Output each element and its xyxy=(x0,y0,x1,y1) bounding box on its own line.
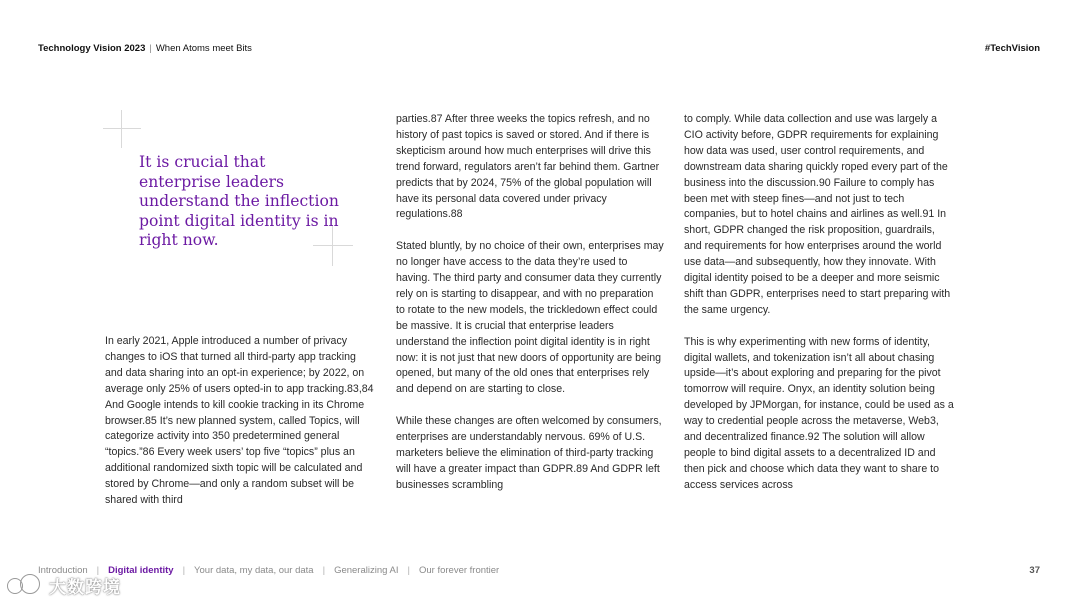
footer-separator: | xyxy=(322,565,326,576)
watermark xyxy=(6,572,121,598)
footer-separator: | xyxy=(407,565,410,576)
pull-quote: It is crucial that enterprise leaders understand the inflection point digital identity is in right now. xyxy=(139,153,339,250)
header-separator: | xyxy=(149,43,152,54)
footer-separator: | xyxy=(96,565,100,576)
body-column-2 xyxy=(396,112,664,510)
footer-link-forever-frontier[interactable]: Our forever frontier xyxy=(418,565,500,576)
watermark-text: 大数跨境 xyxy=(49,577,121,597)
paragraph: This is why experimenting with new forms of identity, digital wallets, and tokenization isn’t all about chasing upside—it’s about exploring and preparing for the pivot tomorrow will require. Onyx, an identity solution being developed by JPMorgan, for instance, could be used as a way to credential people across the metaverse, Web3, and decentralized finance.92 The solution will allow people to bind digital assets to a decentralized ID and then pick and choose which data they want to share to access services across xyxy=(684,335,954,491)
body-column-1 xyxy=(105,334,375,525)
report-title: Technology Vision 2023 xyxy=(38,43,146,54)
page-number: 37 xyxy=(1029,565,1040,576)
report-header xyxy=(38,43,252,54)
body-column-3 xyxy=(684,112,954,510)
crosshair-decoration-top xyxy=(103,110,141,148)
watermark-logo-icon xyxy=(6,572,46,598)
paragraph: In early 2021, Apple introduced a number of privacy changes to iOS that turned all third-party app tracking and data sharing into an opt-in experience; by 2022, on average only 25% of users opted-in to app tracking.83,84 And Google intends to kill cookie tracking in its Chrome browser.85 It’s new planned system, called Topics, will categorize activity into 350 predetermined general “topics.”86 Every week users’ top five “topics” plus an additional randomized sixth topic will be calculated and stored by Chrome—and only a random subset will be shared with third xyxy=(105,335,374,507)
footer-link-digital-identity[interactable]: Digital identity xyxy=(108,565,174,576)
paragraph: parties.87 After three weeks the topics refresh, and no history of past topics is saved or stored. And if there is skepticism around how much enterprises will drive this trend forward, regulators aren’t far behind them. Gartner predicts that by 2024, 75% of the global population will have its personal data covered under privacy regulations.88 xyxy=(396,113,660,221)
paragraph: Stated bluntly, by no choice of their own, enterprises may no longer have access to the data they’re used to having. The third party and consumer data they currently rely on is starting to disappear, and with no preparation to rotate to the new models, the trickledown effect could be massive. It is crucial that enterprise leaders understand the inflection point digital identity is in right now: it is not just that new doors of opportunity are being opened, but many of the old ones that enterprises rely and depend on are starting to close. xyxy=(396,240,664,396)
hashtag: #TechVision xyxy=(984,43,1040,54)
paragraph: While these changes are often welcomed by consumers, enterprises are understandably nervous. 69% of U.S. marketers believe the elimination of third-party tracking will have a greater impact than GDPR.89 And GDPR left businesses scrambling xyxy=(396,415,662,491)
footer-separator: | xyxy=(182,565,186,576)
report-subtitle: When Atoms meet Bits xyxy=(155,43,252,54)
footer-link-your-data[interactable]: Your data, my data, our data xyxy=(194,565,314,576)
footer-link-generalizing-ai[interactable]: Generalizing AI xyxy=(334,565,399,576)
footer-link-introduction[interactable]: Introduction xyxy=(38,565,88,576)
paragraph: to comply. While data collection and use was largely a CIO activity before, GDPR requirements for explaining how data was used, user control requirements, and downstream data sharing quickly roped every part of the business into the discussion.90 Failure to comply has been met with steep fines—and not just to tech companies, but to hotel chains and airlines as well.91 In short, GDPR changed the risk proposition, guardrails, and requirements for how enterprises around the world use data—and subsequently, how they innovate. With digital identity poised to be a deeper and more seismic shift than GDPR, enterprises need to start preparing with the same urgency. xyxy=(684,113,951,316)
